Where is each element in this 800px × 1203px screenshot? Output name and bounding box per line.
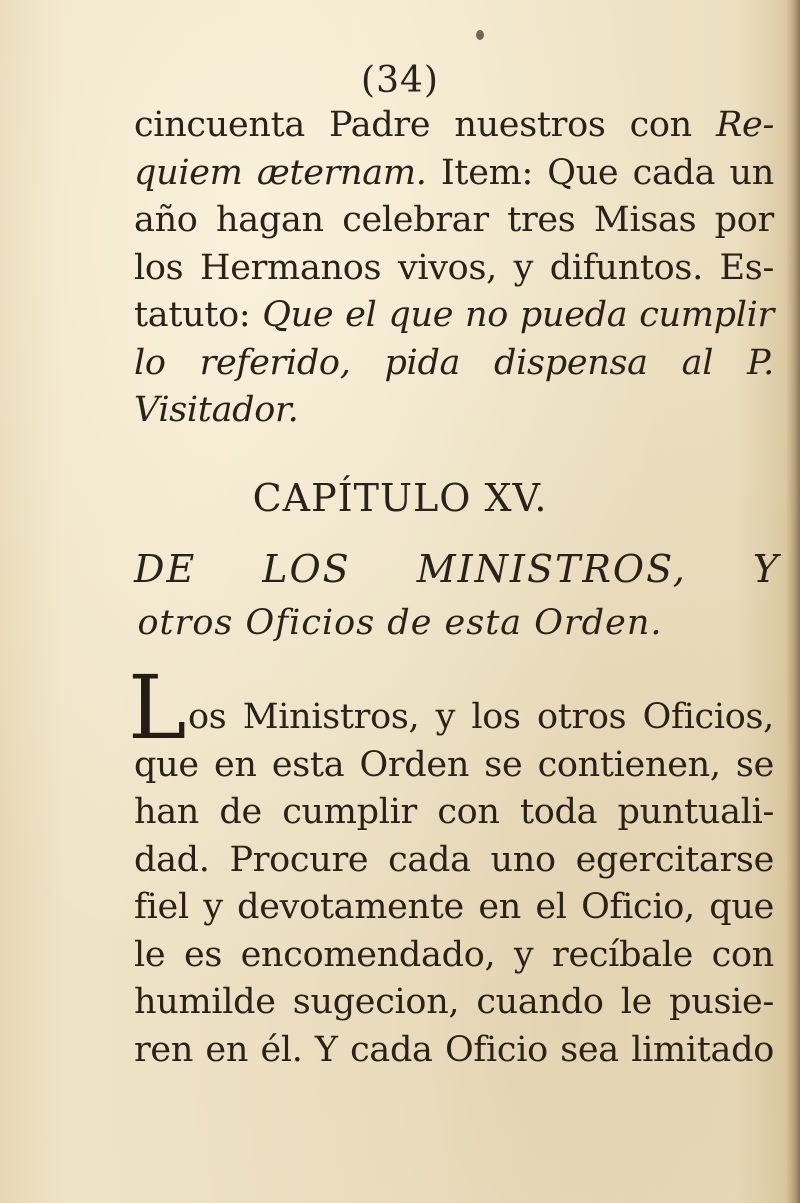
text-run: tatuto: — [134, 295, 263, 335]
chapter-title-line-2: otros Oficios de esta Orden. — [137, 603, 663, 643]
text-line: lo referido, pida dispensa al P. — [134, 342, 774, 383]
text-line: los Hermanos vivos, y difuntos. Es- — [134, 247, 774, 288]
text-line: humilde sugecion, cuando le pusie- — [134, 982, 774, 1022]
italic-run: Que el que no pueda cumplir — [262, 295, 774, 335]
text-line — [134, 150, 774, 198]
drop-cap: L — [128, 656, 187, 759]
text-line: le es encomendado, y recíbale con — [134, 934, 774, 975]
text-line: os Ministros, y los otros Oficios, — [188, 697, 774, 737]
ink-speck — [476, 30, 484, 40]
text-line: ren en él. Y cada Oficio sea limitado — [134, 1029, 774, 1070]
text-line: que en esta Orden se contienen, se — [134, 744, 774, 785]
text-run: cincuenta Padre nuestros con — [134, 105, 716, 145]
italic-run: Re- — [716, 105, 774, 145]
text-line — [134, 292, 774, 340]
body-paragraph — [134, 694, 774, 1074]
text-line: fiel y devotamente en el Oficio, que — [134, 887, 774, 927]
top-paragraph — [134, 102, 774, 435]
chapter-heading: CAPÍTULO XV. — [252, 476, 548, 520]
text-line — [134, 102, 774, 150]
text-run: Item: Que cada un — [426, 152, 774, 193]
page-number: (34) — [361, 60, 439, 101]
text-line: Visitador. — [134, 390, 299, 430]
italic-run: quiem æternam. — [134, 152, 427, 193]
text-line: año hagan celebrar tres Misas por — [134, 200, 774, 240]
text-line: dad. Procure cada uno egercitarse — [134, 839, 774, 880]
text-line: han de cumplir con toda puntuali- — [134, 792, 774, 832]
chapter-title-line-1: DE LOS MINISTROS, Y — [134, 547, 780, 591]
